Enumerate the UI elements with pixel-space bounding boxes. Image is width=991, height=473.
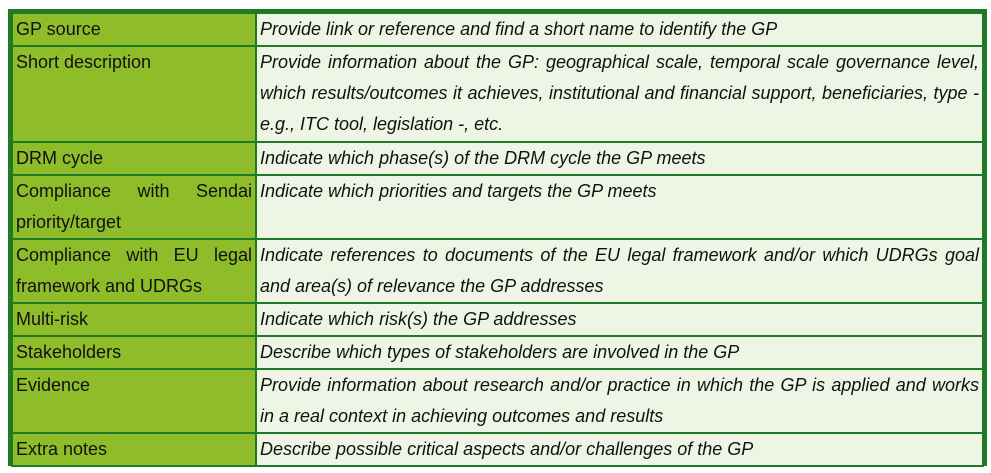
row-label-drm-cycle: DRM cycle	[12, 142, 256, 175]
row-description-stakeholders: Describe which types of stakeholders are involved in the GP	[256, 336, 983, 369]
row-label-gp-source: GP source	[12, 13, 256, 46]
table-row	[12, 336, 983, 369]
table-row	[12, 369, 983, 433]
table-row	[12, 175, 983, 239]
row-description-evidence: Provide information about research and/or practice in which the GP is applied and works in a real context in achieving outcomes and results	[256, 369, 983, 433]
row-label-extra-notes: Extra notes	[12, 433, 256, 466]
row-description-extra-notes: Describe possible critical aspects and/or challenges of the GP	[256, 433, 983, 466]
row-label-stakeholders: Stakeholders	[12, 336, 256, 369]
row-label-short-description: Short description	[12, 46, 256, 142]
table-row	[12, 46, 983, 142]
row-label-multi-risk: Multi-risk	[12, 303, 256, 336]
row-label-evidence: Evidence	[12, 369, 256, 433]
gp-template-table-frame	[8, 9, 987, 466]
row-label-sendai-compliance: Compliance with Sendai priority/target	[12, 175, 256, 239]
gp-template-table	[11, 12, 984, 467]
table-row	[12, 13, 983, 46]
row-description-sendai-compliance: Indicate which priorities and targets the GP meets	[256, 175, 983, 239]
row-description-multi-risk: Indicate which risk(s) the GP addresses	[256, 303, 983, 336]
table-row	[12, 303, 983, 336]
table-row	[12, 142, 983, 175]
row-description-eu-legal-compliance: Indicate references to documents of the EU legal framework and/or which UDRGs goal and area(s) of relevance the GP addresses	[256, 239, 983, 303]
row-description-drm-cycle: Indicate which phase(s) of the DRM cycle the GP meets	[256, 142, 983, 175]
row-description-gp-source: Provide link or reference and find a short name to identify the GP	[256, 13, 983, 46]
row-label-eu-legal-compliance: Compliance with EU legal framework and UDRGs	[12, 239, 256, 303]
table-row	[12, 239, 983, 303]
table-row	[12, 433, 983, 466]
row-description-short-description: Provide information about the GP: geographical scale, temporal scale governance level, which results/outcomes it achieves, institutional and financial support, beneficiaries, type - e.g., ITC tool, legislation -, etc.	[256, 46, 983, 142]
